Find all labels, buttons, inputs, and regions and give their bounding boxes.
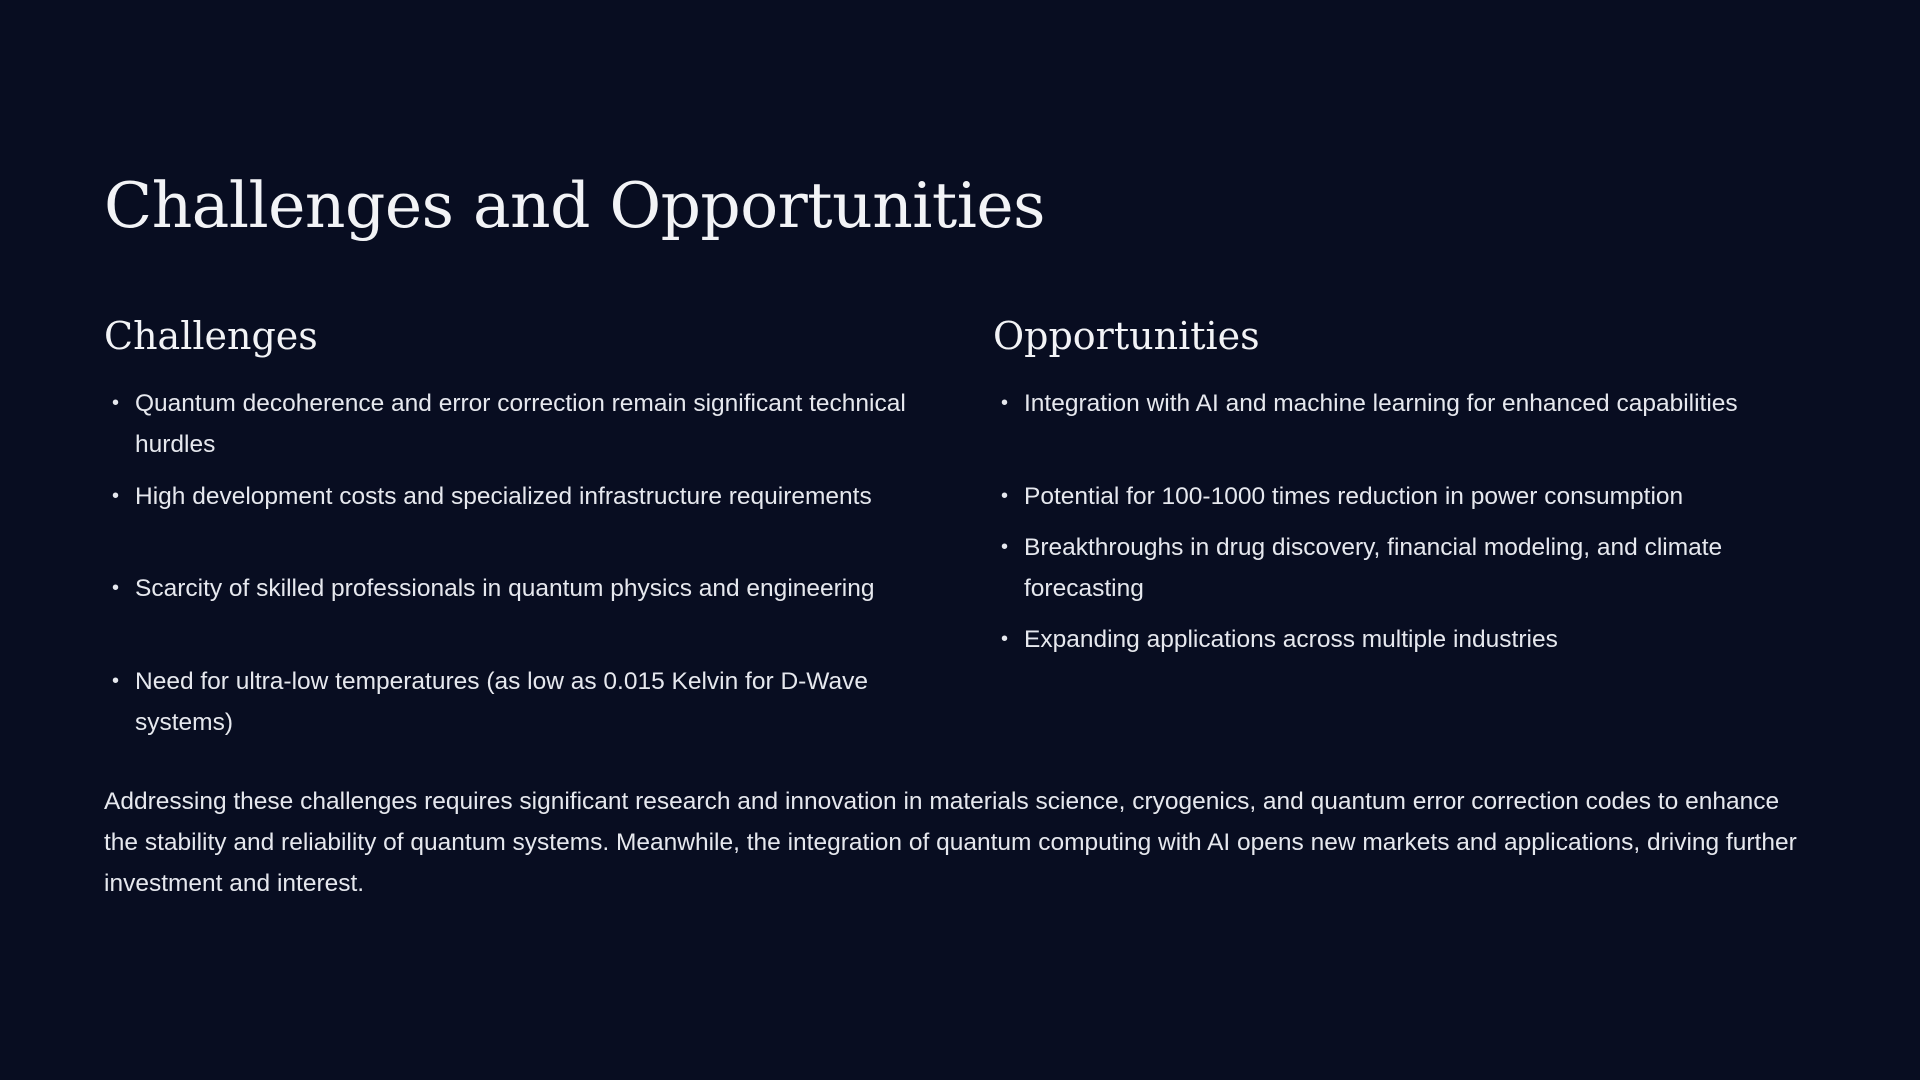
opportunity-item-text: Integration with AI and machine learning for enhanced capabilities	[1024, 390, 1738, 417]
opportunity-item	[993, 619, 1823, 660]
challenges-column	[104, 312, 934, 736]
opportunity-item	[993, 383, 1823, 424]
challenge-item	[104, 476, 934, 517]
challenge-item-text: Need for ultra-low temperatures (as low as 0.015 Kelvin for D-Wave systems)	[135, 668, 869, 736]
bullet-icon: •	[1001, 485, 1009, 507]
opportunity-item	[993, 527, 1823, 609]
bullet-icon: •	[112, 670, 120, 692]
bullet-icon: •	[112, 485, 120, 507]
opportunity-item	[993, 476, 1823, 517]
bullet-icon: •	[1001, 392, 1009, 414]
challenge-item-text: High development costs and specialized infrastructure requirements	[135, 483, 872, 510]
summary-paragraph: Addressing these challenges requires significant research and innovation in materials science, cryogenics, and quantum error correction codes to enhance the stability and reliability of quantum systems. Meanwhile, the integration of quantum computing with AI opens new markets and applications, driving further investment and interest.	[104, 788, 1797, 897]
bullet-icon: •	[112, 577, 120, 599]
challenge-item-text: Scarcity of skilled professionals in quantum physics and engineering	[135, 575, 875, 602]
opportunity-item-text: Breakthroughs in drug discovery, financial modeling, and climate forecasting	[1024, 534, 1723, 602]
bullet-icon: •	[112, 392, 120, 414]
bullet-icon: •	[1001, 536, 1009, 558]
challenge-item	[104, 661, 934, 743]
challenge-item-text: Quantum decoherence and error correction remain significant technical hurdles	[135, 390, 906, 458]
opportunity-item-text: Expanding applications across multiple industries	[1024, 626, 1558, 653]
opportunities-heading: Opportunities	[993, 314, 1260, 358]
challenges-heading: Challenges	[104, 314, 318, 358]
slide-title: Challenges and Opportunities	[104, 169, 1045, 242]
bullet-icon: •	[1001, 628, 1009, 650]
opportunities-column	[993, 312, 1823, 653]
challenge-item	[104, 568, 934, 609]
opportunity-item-text: Potential for 100-1000 times reduction in power consumption	[1024, 483, 1684, 510]
challenge-item	[104, 383, 934, 465]
